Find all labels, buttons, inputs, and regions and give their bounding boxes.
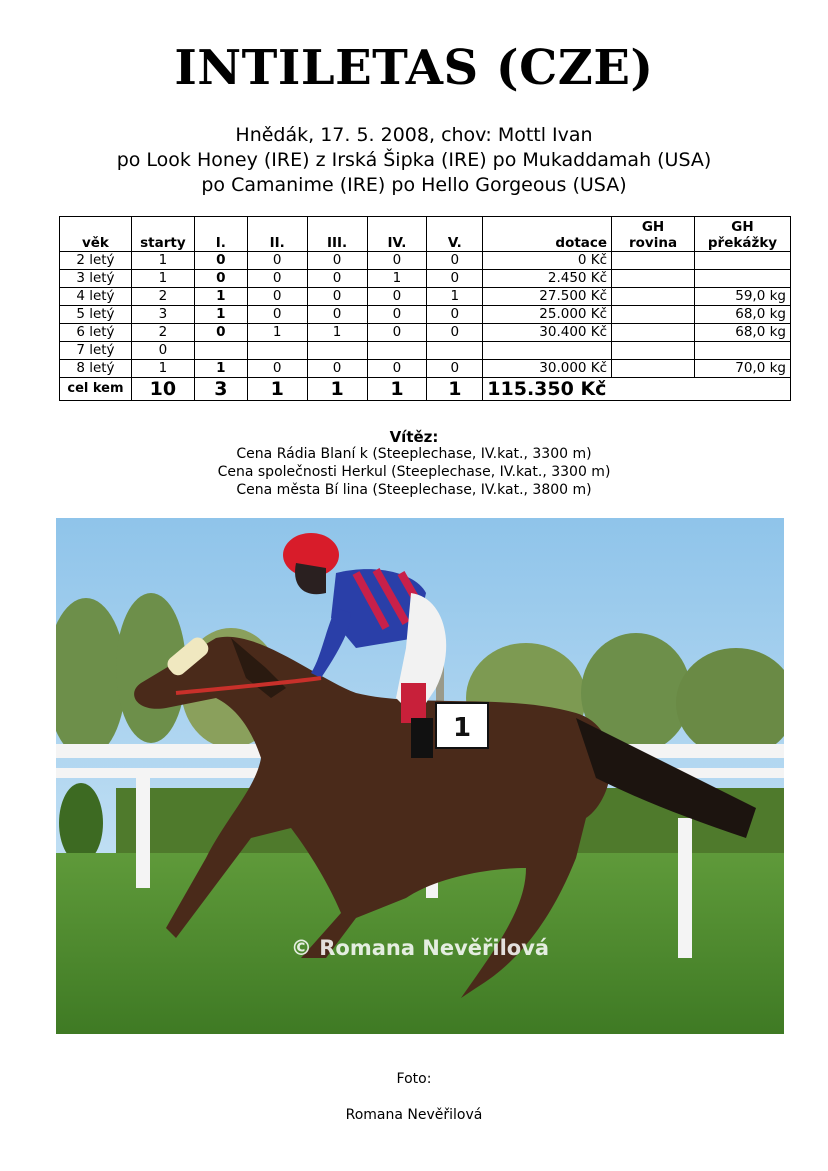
table-row <box>60 360 791 378</box>
total-second: 1 <box>247 378 307 401</box>
table-header-row <box>60 217 791 252</box>
cell-first: 0 <box>194 252 247 270</box>
cell-second: 1 <box>247 324 307 342</box>
cell-fifth: 0 <box>427 270 483 288</box>
col-header-fifth: V. <box>427 217 483 252</box>
winner-race-item: Cena Rádia Blaní k (Steeplechase, IV.kat., 3300 m) <box>236 446 592 462</box>
cell-fourth: 0 <box>367 288 427 306</box>
cell-prize: 30.400 Kč <box>483 324 612 342</box>
cell-age: 5 letý <box>60 306 132 324</box>
race-statistics-table <box>59 216 791 401</box>
cell-second: 0 <box>247 270 307 288</box>
cell-age: 8 letý <box>60 360 132 378</box>
cell-fourth: 0 <box>367 360 427 378</box>
cell-fourth <box>367 342 427 360</box>
total-starts: 10 <box>131 378 194 401</box>
col-header-prize: dotace <box>483 217 612 252</box>
cell-second: 0 <box>247 252 307 270</box>
horse-name-title: INTILETAS (CZE) <box>174 40 654 96</box>
cell-second: 0 <box>247 288 307 306</box>
col-header-gh-flat: GH rovina <box>612 217 695 252</box>
table-row <box>60 270 791 288</box>
cell-fifth <box>427 342 483 360</box>
cell-fourth: 1 <box>367 270 427 288</box>
cell-fourth: 0 <box>367 324 427 342</box>
cell-age: 6 letý <box>60 324 132 342</box>
total-first: 3 <box>194 378 247 401</box>
cell-first: 1 <box>194 360 247 378</box>
total-fourth: 1 <box>367 378 427 401</box>
cell-first <box>194 342 247 360</box>
col-header-gh-jump: GH překážky <box>694 217 790 252</box>
cell-fifth: 0 <box>427 252 483 270</box>
cell-gh-jump: 68,0 kg <box>694 306 790 324</box>
cell-gh-jump <box>694 342 790 360</box>
cell-third: 0 <box>307 252 367 270</box>
cell-starts: 3 <box>131 306 194 324</box>
table-row <box>60 288 791 306</box>
cell-fourth: 0 <box>367 306 427 324</box>
info-line-coat-birth-breeder: Hnědák, 17. 5. 2008, chov: Mottl Ivan <box>235 124 593 146</box>
cell-age: 4 letý <box>60 288 132 306</box>
table-row <box>60 324 791 342</box>
cell-first: 1 <box>194 306 247 324</box>
cell-third: 1 <box>307 324 367 342</box>
cell-gh-jump <box>694 270 790 288</box>
total-third: 1 <box>307 378 367 401</box>
cell-first: 1 <box>194 288 247 306</box>
winner-race-item: Cena společnosti Herkul (Steeplechase, IV.kat., 3300 m) <box>217 464 611 480</box>
cell-fifth: 0 <box>427 324 483 342</box>
cell-first: 0 <box>194 270 247 288</box>
cell-prize: 2.450 Kč <box>483 270 612 288</box>
cell-third <box>307 342 367 360</box>
cell-second <box>247 342 307 360</box>
col-header-third: III. <box>307 217 367 252</box>
cell-gh-flat <box>612 306 695 324</box>
col-header-age: věk <box>60 217 132 252</box>
table-row <box>60 306 791 324</box>
col-header-first: I. <box>194 217 247 252</box>
table-row <box>60 252 791 270</box>
cell-starts: 0 <box>131 342 194 360</box>
cell-starts: 1 <box>131 252 194 270</box>
table-row <box>60 342 791 360</box>
cell-fourth: 0 <box>367 252 427 270</box>
cell-gh-jump: 70,0 kg <box>694 360 790 378</box>
cell-prize <box>483 342 612 360</box>
cell-fifth: 0 <box>427 306 483 324</box>
cell-gh-flat <box>612 270 695 288</box>
photo-credit-label: Foto: <box>396 1071 432 1087</box>
col-header-second: II. <box>247 217 307 252</box>
horse-racing-photo <box>56 518 784 1034</box>
cell-prize: 30.000 Kč <box>483 360 612 378</box>
cell-third: 0 <box>307 306 367 324</box>
cell-second: 0 <box>247 306 307 324</box>
cell-gh-flat <box>612 288 695 306</box>
cell-age: 7 letý <box>60 342 132 360</box>
cell-starts: 1 <box>131 360 194 378</box>
winner-race-item: Cena města Bí lina (Steeplechase, IV.kat., 3800 m) <box>236 482 592 498</box>
cell-gh-flat <box>612 342 695 360</box>
cell-gh-jump <box>694 252 790 270</box>
cell-third: 0 <box>307 270 367 288</box>
cell-first: 0 <box>194 324 247 342</box>
cell-second: 0 <box>247 360 307 378</box>
cell-age: 3 letý <box>60 270 132 288</box>
cell-starts: 2 <box>131 324 194 342</box>
cell-prize: 0 Kč <box>483 252 612 270</box>
photo-credit-name: Romana Nevěřilová <box>345 1107 483 1123</box>
total-prize: 115.350 Kč <box>483 378 791 401</box>
total-label: cel kem <box>60 378 132 401</box>
cell-age: 2 letý <box>60 252 132 270</box>
cell-starts: 2 <box>131 288 194 306</box>
cell-gh-flat <box>612 360 695 378</box>
col-header-fourth: IV. <box>367 217 427 252</box>
cell-gh-flat <box>612 252 695 270</box>
cell-fifth: 0 <box>427 360 483 378</box>
total-fifth: 1 <box>427 378 483 401</box>
table-total-row <box>60 378 791 401</box>
cell-fifth: 1 <box>427 288 483 306</box>
cell-gh-jump: 68,0 kg <box>694 324 790 342</box>
cell-third: 0 <box>307 288 367 306</box>
winner-heading: Vítěz: <box>389 428 439 446</box>
cell-prize: 27.500 Kč <box>483 288 612 306</box>
cell-prize: 25.000 Kč <box>483 306 612 324</box>
info-line-pedigree-sire: po Look Honey (IRE) z Irská Šipka (IRE) po Mukaddamah (USA) <box>116 149 712 171</box>
info-line-pedigree-dam: po Camanime (IRE) po Hello Gorgeous (USA) <box>201 174 627 196</box>
col-header-starts: starty <box>131 217 194 252</box>
cell-gh-jump: 59,0 kg <box>694 288 790 306</box>
cell-starts: 1 <box>131 270 194 288</box>
photo-watermark: © Romana Nevěřilová <box>290 936 550 960</box>
saddle-number: 1 <box>452 713 472 743</box>
cell-third: 0 <box>307 360 367 378</box>
cell-gh-flat <box>612 324 695 342</box>
